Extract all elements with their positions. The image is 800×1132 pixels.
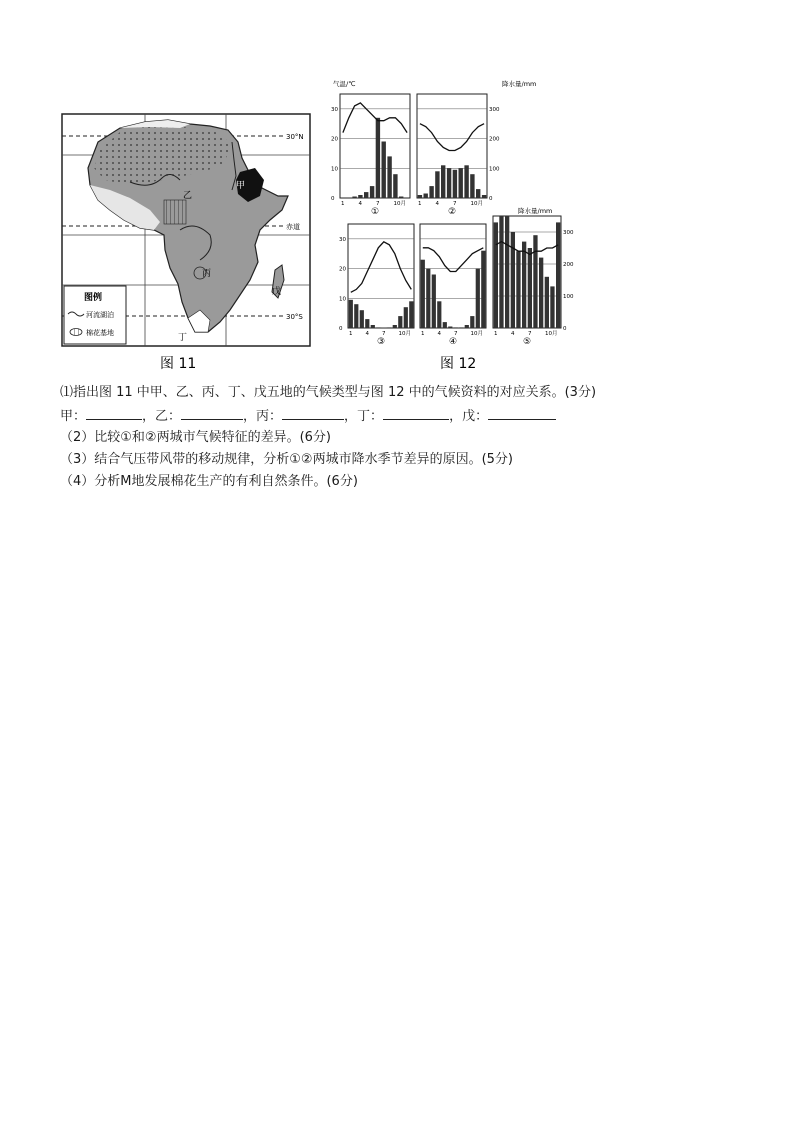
precipitation-bar [516, 251, 520, 328]
month-tick-label: 10月 [398, 331, 411, 337]
legend-title: 图例 [84, 293, 103, 303]
question-3: （3）结合气压带风带的移动规律，分析①②两城市降水季节差异的原因。(5分) [60, 452, 513, 467]
answer-blank-ding[interactable] [383, 405, 449, 420]
precipitation-bar [376, 118, 380, 198]
precipitation-bar [545, 277, 549, 328]
precipitation-bar [387, 156, 391, 198]
figure-12-charts [331, 94, 574, 347]
figure-11-map [62, 114, 310, 372]
chart-number: ④ [449, 337, 458, 347]
answer-label-yi: ，乙： [142, 409, 182, 424]
figure-svg [50, 70, 574, 375]
temp-tick-label: 30 [339, 236, 346, 243]
month-tick-label: 7 [382, 331, 386, 337]
precipitation-bar [358, 195, 362, 198]
chart-number: ① [371, 207, 380, 217]
temp-tick-label: 0 [331, 196, 335, 202]
precip-tick-label: 100 [563, 294, 574, 300]
answer-blank-wu[interactable] [488, 405, 556, 420]
precipitation-bar [424, 194, 428, 199]
precipitation-bar [481, 251, 485, 328]
precipitation-bar [404, 307, 408, 328]
precipitation-bar [528, 248, 532, 328]
precipitation-bar [499, 216, 503, 328]
precip-axis-label-top: 降水量/mm [502, 80, 537, 88]
answer-line [60, 405, 750, 426]
legend-cotton: 棉花基地 [86, 329, 114, 337]
precipitation-bar [441, 165, 445, 198]
temp-tick-label: 0 [339, 326, 343, 332]
answer-label-bing: ，丙： [243, 409, 283, 424]
precipitation-bar [505, 216, 509, 328]
month-tick-label: 7 [453, 201, 457, 207]
precip-tick-label: 0 [563, 326, 567, 332]
precip-tick-label: 300 [563, 230, 574, 236]
month-tick-label: 7 [454, 331, 458, 337]
precip-tick-label: 200 [563, 262, 574, 268]
precipitation-bar [447, 168, 451, 198]
question-1: ⑴指出图 11 中甲、乙、丙、丁、戊五地的气候类型与图 12 中的气候资料的对应关系。(3分) [60, 385, 597, 400]
precipitation-bar [459, 327, 463, 328]
month-tick-label: 4 [511, 331, 515, 337]
month-tick-label: 7 [376, 201, 380, 207]
chart-number: ③ [377, 337, 386, 347]
precipitation-bar [470, 174, 474, 198]
month-tick-label: 10月 [470, 331, 483, 337]
precipitation-bar [376, 327, 380, 328]
precipitation-bar [382, 142, 386, 199]
precipitation-bar [432, 275, 436, 329]
precipitation-bar [418, 195, 422, 198]
precipitation-bar [354, 304, 358, 328]
precipitation-bar [349, 300, 353, 328]
precipitation-bar [387, 327, 391, 328]
precipitation-bar [482, 195, 486, 198]
answer-blank-yi[interactable] [181, 405, 243, 420]
month-tick-label: 10月 [545, 331, 558, 337]
precipitation-bar [393, 325, 397, 328]
lat-30s-label: 30°S [286, 313, 303, 321]
chart-number: ② [448, 207, 457, 217]
answer-label-wu: ，戊： [449, 409, 489, 424]
precip-tick-label: 300 [489, 106, 500, 113]
figure-11-caption: 图 11 [160, 356, 197, 372]
precipitation-bar [364, 192, 368, 198]
precipitation-bar [429, 186, 433, 198]
month-tick-label: 4 [358, 201, 362, 207]
precipitation-bar [435, 171, 439, 198]
precipitation-bar [539, 258, 543, 328]
figure-12-caption: 图 12 [440, 356, 477, 372]
answer-blank-bing[interactable] [282, 405, 344, 420]
answer-blank-jia[interactable] [86, 405, 142, 420]
precip-tick-label: 200 [489, 136, 500, 143]
chart-number: ⑤ [523, 337, 532, 347]
precipitation-bar [476, 189, 480, 198]
month-tick-label: 4 [437, 331, 441, 337]
place-label-bing: 丙 [202, 269, 212, 279]
month-tick-label: 1 [418, 201, 422, 207]
answer-label-ding: ，丁： [344, 409, 384, 424]
precipitation-bar [476, 269, 480, 328]
temp-tick-label: 10 [339, 296, 346, 303]
lat-equator-label: 赤道 [286, 223, 300, 231]
month-tick-label: 1 [341, 201, 345, 207]
map-legend [64, 286, 126, 344]
legend-river-lake: 河流湖泊 [86, 311, 114, 319]
precipitation-bar [459, 168, 463, 198]
temp-tick-label: 20 [339, 266, 346, 273]
climate-chart-frame [417, 94, 487, 198]
answer-label-jia: 甲： [60, 409, 87, 424]
precipitation-bar [437, 301, 441, 328]
place-label-wu: 戊 [272, 287, 282, 297]
month-tick-label: 1 [349, 331, 353, 337]
figures-area [50, 70, 574, 375]
precip-tick-label: 100 [489, 166, 500, 173]
precipitation-bar [470, 316, 474, 328]
precipitation-bar [393, 174, 397, 198]
precipitation-bar [494, 222, 498, 328]
precipitation-bar [448, 327, 452, 329]
precipitation-bar [522, 242, 526, 328]
month-tick-label: 10月 [470, 201, 483, 207]
place-label-ding: 丁 [178, 333, 188, 343]
precipitation-bar [454, 327, 458, 328]
month-tick-label: 1 [494, 331, 498, 337]
precipitation-bar [453, 170, 457, 198]
precipitation-bar [533, 235, 537, 328]
precipitation-bar [398, 316, 402, 328]
place-label-yi: 乙 [183, 191, 193, 201]
precipitation-bar [360, 310, 364, 328]
month-tick-label: 1 [421, 331, 425, 337]
precipitation-bar [464, 165, 468, 198]
climate-chart-frame [340, 94, 410, 198]
month-tick-label: 4 [435, 201, 439, 207]
precip-tick-label: 0 [489, 196, 493, 202]
temp-tick-label: 20 [331, 136, 338, 143]
temp-tick-label: 30 [331, 106, 338, 113]
cotton-icon [70, 329, 82, 336]
temp-tick-label: 10 [331, 166, 338, 173]
precipitation-bar [365, 319, 369, 328]
place-label-jia: 甲 [236, 181, 246, 191]
precipitation-bar [371, 325, 375, 328]
precipitation-bar [370, 186, 374, 198]
precipitation-bar [443, 322, 447, 328]
precipitation-bar [421, 260, 425, 328]
cotton-base-m [164, 200, 186, 224]
lat-30n-label: 30°N [286, 133, 304, 141]
question-2: （2）比较①和②两城市气候特征的差异。(6分) [60, 430, 331, 445]
precipitation-bar [409, 301, 413, 328]
month-tick-label: 4 [365, 331, 369, 337]
precipitation-bar [426, 269, 430, 328]
month-tick-label: 10月 [393, 201, 406, 207]
precip-axis-label-bottom: 降水量/mm [518, 207, 553, 215]
precipitation-bar [556, 222, 560, 328]
precipitation-bar [465, 325, 469, 328]
precipitation-bar [550, 286, 554, 328]
precipitation-bar [511, 232, 515, 328]
question-4: （4）分析M地发展棉花生产的有利自然条件。(6分) [60, 474, 358, 489]
precipitation-bar [399, 197, 403, 199]
precipitation-bar [352, 197, 356, 199]
temp-axis-label: 气温/℃ [333, 80, 356, 88]
month-tick-label: 7 [528, 331, 532, 337]
